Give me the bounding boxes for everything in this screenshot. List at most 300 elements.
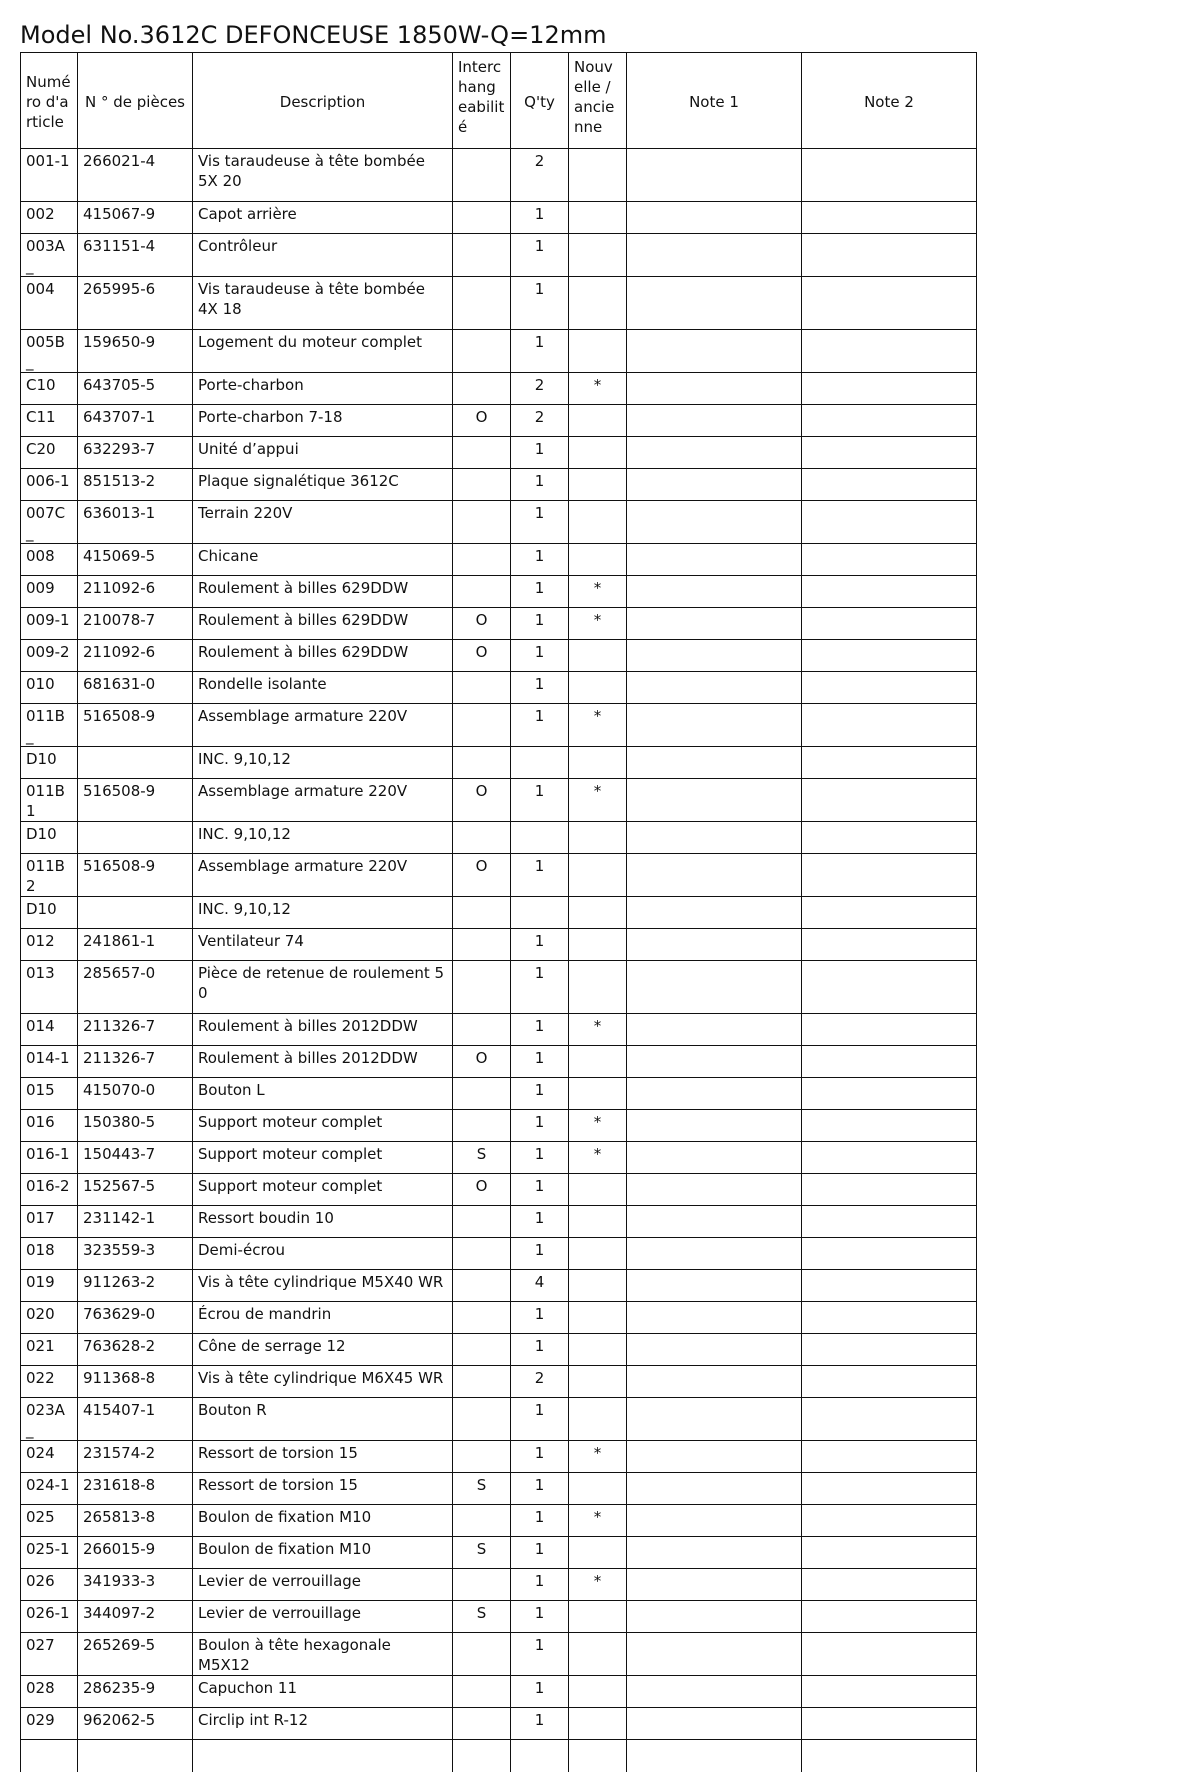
table-row [21,1078,977,1110]
cell-new-old [569,1366,627,1398]
cell-quantity: 1 [511,1633,569,1676]
cell-interchangeability [453,961,511,1014]
cell-description: Roulement à billes 629DDW [193,576,453,608]
cell-quantity: 2 [511,1366,569,1398]
cell-description: Roulement à billes 629DDW [193,608,453,640]
cell-note-2 [802,373,977,405]
cell-note-1 [627,1441,802,1473]
cell-new-old [569,1302,627,1334]
cell-interchangeability [453,704,511,747]
cell-note-1 [627,1366,802,1398]
cell-description: Roulement à billes 2012DDW [193,1046,453,1078]
cell-part-number: 150380-5 [78,1110,193,1142]
cell-description: INC. 9,10,12 [193,822,453,854]
cell-quantity: 1 [511,854,569,897]
cell-note-1 [627,1110,802,1142]
cell-new-old: * [569,779,627,822]
cell-quantity: 1 [511,544,569,576]
cell-note-2 [802,1537,977,1569]
cell-item-number: 009-2 [21,640,78,672]
cell-interchangeability [453,822,511,854]
cell-note-2 [802,929,977,961]
cell-note-2 [802,1398,977,1441]
cell-item-number: 011B2 [21,854,78,897]
cell-new-old [569,1174,627,1206]
table-row [21,1569,977,1601]
cell-new-old: * [569,1014,627,1046]
cell-item-number: D10 [21,897,78,929]
cell-new-old [569,1334,627,1366]
cell-note-1 [627,1078,802,1110]
cell-part-number [78,822,193,854]
cell-item-number: 003A_ [21,234,78,277]
cell-interchangeability [453,544,511,576]
cell-interchangeability [453,747,511,779]
cell-note-1 [627,672,802,704]
cell-note-2 [802,704,977,747]
header-note-1: Note 1 [627,53,802,149]
cell-item-number: 024-1 [21,1473,78,1505]
cell-note-2 [802,576,977,608]
cell-item-number: 017 [21,1206,78,1238]
cell-interchangeability: S [453,1473,511,1505]
cell-description: Boulon de fixation M10 [193,1537,453,1569]
cell-note-1 [627,822,802,854]
cell-description: Rondelle isolante [193,672,453,704]
cell-quantity: 1 [511,1302,569,1334]
cell-quantity: 1 [511,1206,569,1238]
cell-note-1 [627,437,802,469]
header-note-2: Note 2 [802,53,977,149]
cell-part-number: 266015-9 [78,1537,193,1569]
cell-part-number: 851513-2 [78,469,193,501]
cell-note-2 [802,405,977,437]
cell-item-number: 016 [21,1110,78,1142]
cell-note-1 [627,501,802,544]
cell-item-number: 002 [21,202,78,234]
table-row [21,1537,977,1569]
table-row [21,1238,977,1270]
cell-note-2 [802,608,977,640]
cell-description: Capot arrière [193,202,453,234]
cell-quantity: 1 [511,1601,569,1633]
cell-interchangeability: O [453,608,511,640]
cell-description: Écrou de mandrin [193,1302,453,1334]
cell-description: Levier de verrouillage [193,1569,453,1601]
cell-new-old [569,1046,627,1078]
cell-interchangeability [453,1078,511,1110]
cell-note-2 [802,640,977,672]
cell-note-2 [802,544,977,576]
cell-description: Ventilateur 74 [193,929,453,961]
cell-empty [193,1740,453,1772]
cell-note-1 [627,234,802,277]
cell-interchangeability [453,929,511,961]
cell-interchangeability: O [453,779,511,822]
cell-interchangeability [453,897,511,929]
table-row [21,1174,977,1206]
cell-quantity: 1 [511,1398,569,1441]
cell-note-1 [627,929,802,961]
cell-new-old [569,544,627,576]
cell-note-2 [802,437,977,469]
cell-description: Vis à tête cylindrique M6X45 WR [193,1366,453,1398]
cell-description: Porte-charbon 7-18 [193,405,453,437]
cell-item-number: 007C_ [21,501,78,544]
table-row [21,961,977,1014]
cell-description: Bouton L [193,1078,453,1110]
cell-new-old: * [569,1569,627,1601]
cell-item-number: 028 [21,1676,78,1708]
cell-note-2 [802,1473,977,1505]
cell-interchangeability: O [453,640,511,672]
cell-description: Contrôleur [193,234,453,277]
header-part-number: N ° de pièces [78,53,193,149]
cell-item-number: C11 [21,405,78,437]
cell-item-number: 016-2 [21,1174,78,1206]
table-row [21,1366,977,1398]
cell-quantity [511,822,569,854]
cell-interchangeability [453,1334,511,1366]
cell-new-old [569,469,627,501]
cell-interchangeability: O [453,405,511,437]
table-row [21,1441,977,1473]
cell-new-old [569,1537,627,1569]
cell-part-number: 763628-2 [78,1334,193,1366]
table-row [21,1505,977,1537]
cell-quantity: 1 [511,1441,569,1473]
cell-note-2 [802,672,977,704]
header-new-old: Nouv elle / ancie nne [569,53,627,149]
table-row [21,1110,977,1142]
cell-note-1 [627,897,802,929]
cell-part-number: 415069-5 [78,544,193,576]
cell-note-1 [627,576,802,608]
cell-note-2 [802,1238,977,1270]
cell-description: Ressort de torsion 15 [193,1473,453,1505]
cell-part-number: 643705-5 [78,373,193,405]
cell-interchangeability: S [453,1601,511,1633]
cell-item-number: 025-1 [21,1537,78,1569]
cell-description: Support moteur complet [193,1174,453,1206]
cell-new-old [569,1270,627,1302]
page-title: Model No.3612C DEFONCEUSE 1850W-Q=12mm [20,21,607,49]
cell-part-number: 415407-1 [78,1398,193,1441]
cell-new-old: * [569,576,627,608]
table-row [21,1046,977,1078]
cell-description: INC. 9,10,12 [193,747,453,779]
cell-note-1 [627,405,802,437]
cell-part-number: 643707-1 [78,405,193,437]
cell-note-1 [627,330,802,373]
cell-empty [453,1740,511,1772]
cell-part-number: 323559-3 [78,1238,193,1270]
cell-description: Chicane [193,544,453,576]
cell-interchangeability [453,277,511,330]
cell-quantity: 1 [511,469,569,501]
cell-description: Roulement à billes 2012DDW [193,1014,453,1046]
cell-quantity: 1 [511,330,569,373]
cell-item-number: 019 [21,1270,78,1302]
cell-interchangeability [453,202,511,234]
table-row [21,1206,977,1238]
cell-part-number: 211092-6 [78,640,193,672]
cell-part-number: 636013-1 [78,501,193,544]
cell-note-1 [627,961,802,1014]
cell-description: Assemblage armature 220V [193,854,453,897]
table-row [21,501,977,544]
cell-part-number: 231574-2 [78,1441,193,1473]
cell-description: Capuchon 11 [193,1676,453,1708]
cell-quantity: 1 [511,779,569,822]
table-row [21,202,977,234]
cell-quantity: 1 [511,1334,569,1366]
table-row [21,929,977,961]
cell-note-1 [627,640,802,672]
cell-item-number: 011B_ [21,704,78,747]
cell-description: Boulon à tête hexagonale M5X12 [193,1633,453,1676]
cell-note-1 [627,1270,802,1302]
cell-description: Unité d’appui [193,437,453,469]
cell-quantity: 1 [511,961,569,1014]
cell-note-2 [802,330,977,373]
cell-new-old [569,929,627,961]
cell-new-old [569,437,627,469]
cell-new-old [569,202,627,234]
cell-interchangeability: S [453,1537,511,1569]
cell-part-number: 231618-8 [78,1473,193,1505]
cell-part-number: 911263-2 [78,1270,193,1302]
cell-part-number: 632293-7 [78,437,193,469]
cell-note-2 [802,1334,977,1366]
cell-note-1 [627,1398,802,1441]
cell-note-2 [802,897,977,929]
cell-note-2 [802,149,977,202]
cell-note-1 [627,1334,802,1366]
table-row [21,1014,977,1046]
cell-item-number: 005B_ [21,330,78,373]
cell-empty [21,1740,78,1772]
cell-quantity [511,897,569,929]
cell-note-2 [802,1206,977,1238]
cell-new-old [569,961,627,1014]
cell-new-old: * [569,1110,627,1142]
cell-item-number: 012 [21,929,78,961]
table-row [21,608,977,640]
cell-part-number: 152567-5 [78,1174,193,1206]
cell-part-number: 344097-2 [78,1601,193,1633]
cell-note-2 [802,501,977,544]
cell-item-number: 016-1 [21,1142,78,1174]
table-row [21,437,977,469]
cell-item-number: 013 [21,961,78,1014]
cell-description: Boulon de fixation M10 [193,1505,453,1537]
cell-quantity: 1 [511,640,569,672]
cell-new-old [569,822,627,854]
cell-part-number: 962062-5 [78,1708,193,1740]
cell-note-2 [802,234,977,277]
cell-quantity: 1 [511,1569,569,1601]
cell-new-old [569,1676,627,1708]
cell-description: Terrain 220V [193,501,453,544]
cell-part-number: 265269-5 [78,1633,193,1676]
cell-item-number: 020 [21,1302,78,1334]
cell-note-1 [627,1238,802,1270]
cell-note-2 [802,277,977,330]
cell-quantity: 1 [511,1537,569,1569]
cell-quantity: 1 [511,704,569,747]
cell-interchangeability [453,437,511,469]
table-row [21,747,977,779]
cell-part-number: 415067-9 [78,202,193,234]
cell-part-number: 631151-4 [78,234,193,277]
cell-note-1 [627,1537,802,1569]
cell-note-2 [802,1270,977,1302]
cell-part-number: 763629-0 [78,1302,193,1334]
cell-item-number: 022 [21,1366,78,1398]
cell-interchangeability [453,1238,511,1270]
cell-quantity: 4 [511,1270,569,1302]
table-row [21,1142,977,1174]
table-row [21,1398,977,1441]
cell-note-2 [802,1505,977,1537]
table-row [21,1334,977,1366]
cell-item-number: D10 [21,822,78,854]
cell-part-number: 516508-9 [78,854,193,897]
table-row [21,1633,977,1676]
cell-note-1 [627,747,802,779]
table-row [21,897,977,929]
cell-description: Vis à tête cylindrique M5X40 WR [193,1270,453,1302]
cell-part-number: 516508-9 [78,779,193,822]
table-row [21,640,977,672]
cell-quantity: 1 [511,277,569,330]
cell-note-2 [802,1633,977,1676]
table-row [21,672,977,704]
cell-interchangeability [453,1206,511,1238]
cell-new-old [569,1398,627,1441]
cell-note-1 [627,608,802,640]
cell-part-number: 415070-0 [78,1078,193,1110]
cell-item-number: 014 [21,1014,78,1046]
cell-quantity: 1 [511,234,569,277]
cell-interchangeability [453,373,511,405]
cell-interchangeability: S [453,1142,511,1174]
cell-item-number: 014-1 [21,1046,78,1078]
table-row [21,1708,977,1740]
cell-description: Pièce de retenue de roulement 5 0 [193,961,453,1014]
cell-note-1 [627,1206,802,1238]
cell-note-1 [627,1473,802,1505]
cell-note-2 [802,822,977,854]
cell-quantity: 1 [511,1238,569,1270]
cell-interchangeability [453,672,511,704]
cell-new-old [569,672,627,704]
table-row [21,704,977,747]
cell-description: Bouton R [193,1398,453,1441]
cell-description: Assemblage armature 220V [193,779,453,822]
cell-part-number: 911368-8 [78,1366,193,1398]
cell-part-number: 286235-9 [78,1676,193,1708]
cell-note-1 [627,544,802,576]
cell-quantity: 1 [511,437,569,469]
cell-new-old [569,405,627,437]
cell-part-number: 266021-4 [78,149,193,202]
cell-item-number: 015 [21,1078,78,1110]
cell-interchangeability [453,234,511,277]
cell-interchangeability [453,149,511,202]
cell-part-number: 265995-6 [78,277,193,330]
cell-item-number: 026-1 [21,1601,78,1633]
table-row [21,1601,977,1633]
cell-quantity: 1 [511,672,569,704]
cell-item-number: 008 [21,544,78,576]
cell-quantity: 1 [511,1676,569,1708]
cell-new-old: * [569,373,627,405]
cell-interchangeability [453,1398,511,1441]
cell-description: Plaque signalétique 3612C [193,469,453,501]
cell-note-2 [802,1014,977,1046]
table-header-row [21,53,977,149]
cell-item-number: C10 [21,373,78,405]
cell-note-2 [802,1366,977,1398]
header-interchangeability: Interc hang eabilit é [453,53,511,149]
cell-item-number: D10 [21,747,78,779]
cell-quantity: 1 [511,1142,569,1174]
table-row [21,1270,977,1302]
cell-interchangeability [453,1366,511,1398]
table-row [21,544,977,576]
cell-item-number: 026 [21,1569,78,1601]
cell-item-number: 004 [21,277,78,330]
cell-quantity: 1 [511,501,569,544]
cell-item-number: 029 [21,1708,78,1740]
cell-item-number: 011B1 [21,779,78,822]
table-row [21,277,977,330]
cell-quantity: 1 [511,202,569,234]
cell-new-old [569,854,627,897]
cell-part-number: 285657-0 [78,961,193,1014]
cell-interchangeability [453,1302,511,1334]
cell-new-old: * [569,1505,627,1537]
cell-part-number: 211092-6 [78,576,193,608]
cell-empty [511,1740,569,1772]
cell-quantity: 1 [511,1046,569,1078]
table-row [21,1302,977,1334]
cell-description: Roulement à billes 629DDW [193,640,453,672]
cell-note-2 [802,1046,977,1078]
cell-note-1 [627,1046,802,1078]
cell-item-number: 006-1 [21,469,78,501]
cell-interchangeability [453,1569,511,1601]
cell-note-2 [802,1110,977,1142]
cell-note-2 [802,1708,977,1740]
cell-note-1 [627,1569,802,1601]
table-row [21,373,977,405]
cell-interchangeability [453,1270,511,1302]
table-row [21,405,977,437]
cell-item-number: 018 [21,1238,78,1270]
cell-quantity: 1 [511,1174,569,1206]
cell-note-2 [802,202,977,234]
cell-interchangeability [453,1676,511,1708]
cell-new-old [569,897,627,929]
cell-quantity: 1 [511,1110,569,1142]
cell-new-old [569,234,627,277]
table-row [21,1676,977,1708]
cell-empty [802,1740,977,1772]
cell-quantity: 1 [511,1473,569,1505]
